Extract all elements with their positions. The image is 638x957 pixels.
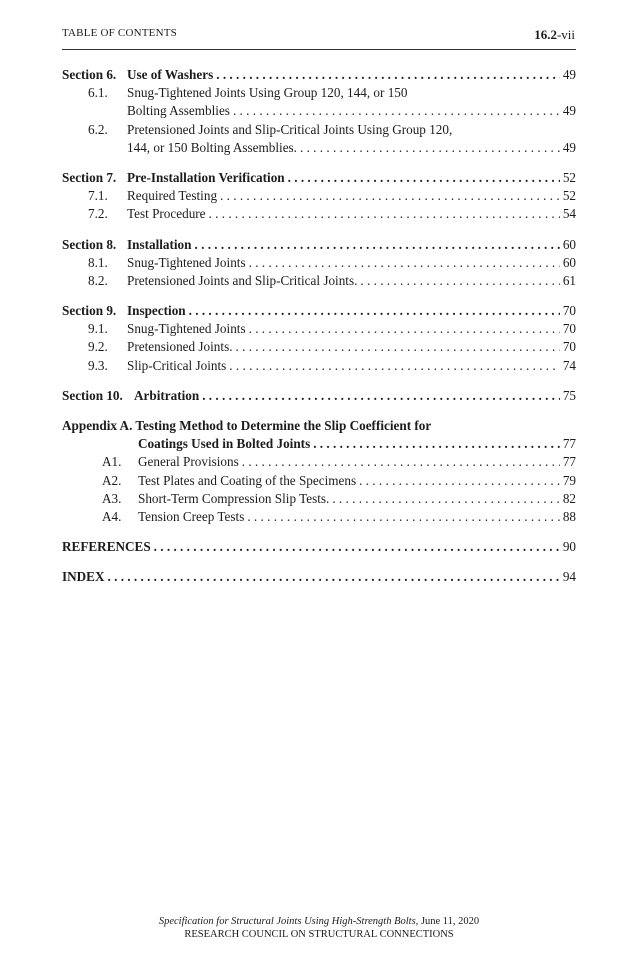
entry-title: General Provisions: [138, 454, 239, 470]
entry-title: Test Plates and Coating of the Specimens: [138, 472, 357, 488]
entry-page: 60: [562, 236, 576, 252]
toc-entry[interactable]: [62, 472, 576, 490]
toc-entry[interactable]: [62, 568, 576, 586]
entry-page: 70: [562, 303, 576, 319]
entry-title: Snug-Tightened Joints: [127, 321, 246, 337]
entry-title: Pretensioned Joints and Slip-Critical Joints.: [127, 272, 358, 288]
toc-entry[interactable]: [62, 302, 576, 320]
toc-entry[interactable]: [62, 357, 576, 375]
toc-entry[interactable]: [62, 338, 576, 356]
entry-title-cont: 144, or 150 Bolting Assemblies.: [127, 139, 297, 155]
toc-group-section-7: [62, 169, 576, 224]
toc-entry[interactable]: [62, 236, 576, 254]
entry-title: Pre-Installation Verification: [127, 169, 285, 185]
toc-entry-continued[interactable]: [62, 435, 576, 453]
toc-entry[interactable]: [62, 254, 576, 272]
entry-number: 6.1.: [88, 85, 108, 101]
toc-group-section-6: [62, 66, 576, 157]
entry-number: 9.1.: [88, 321, 108, 337]
toc-group-section-8: [62, 236, 576, 291]
entry-title: Arbitration: [134, 387, 200, 403]
entry-title: Inspection: [127, 303, 186, 319]
toc-group-section-10: [62, 387, 576, 405]
toc-entry[interactable]: [62, 538, 576, 556]
page-number: [534, 27, 575, 43]
entry-title: Pretensioned Joints and Slip-Critical Joints Using Group 120,: [127, 121, 453, 137]
entry-title: Short-Term Compression Slip Tests.: [138, 490, 330, 506]
toc-entry[interactable]: [62, 453, 576, 471]
entry-page: 90: [562, 539, 576, 555]
entry-number: Section 8.: [62, 236, 117, 252]
toc-entry[interactable]: [62, 187, 576, 205]
toc-entry[interactable]: [62, 66, 576, 84]
entry-page: 60: [562, 254, 576, 270]
entry-page: 54: [562, 206, 576, 222]
toc-entry[interactable]: [62, 272, 576, 290]
entry-number: A2.: [102, 472, 122, 488]
entry-title: Snug-Tightened Joints Using Group 120, 144, or 150: [127, 85, 408, 101]
entry-title: Use of Washers: [127, 67, 214, 82]
entry-number: Section 7.: [62, 169, 117, 185]
entry-title: Slip-Critical Joints: [127, 357, 227, 373]
entry-number: 6.2.: [88, 121, 108, 137]
entry-number: 9.2.: [88, 339, 108, 355]
entry-page: 88: [562, 508, 576, 524]
entry-number: 8.1.: [88, 254, 108, 270]
footer-document-title: Specification for Structural Joints Using High-Strength Bolts,: [158, 916, 419, 927]
entry-title: Snug-Tightened Joints: [127, 254, 246, 270]
entry-title: Test Procedure: [127, 206, 206, 222]
entry-title-cont: Coatings Used in Bolted Joints: [138, 436, 311, 452]
entry-number: A4.: [102, 508, 122, 524]
toc-entry[interactable]: [62, 387, 576, 405]
entry-page: 52: [562, 169, 576, 185]
entry-page: 74: [562, 357, 576, 373]
entry-title-cont: Bolting Assemblies: [127, 103, 230, 119]
entry-page: 70: [562, 339, 576, 355]
header-title: TABLE OF CONTENTS: [62, 27, 177, 39]
entry-title: INDEX: [62, 569, 105, 585]
entry-title: Pretensioned Joints.: [127, 339, 233, 355]
running-header: [62, 27, 575, 43]
toc-entry[interactable]: [62, 169, 576, 187]
entry-page: 49: [562, 139, 576, 155]
entry-page: 94: [562, 569, 576, 585]
page-number-part: 16.2: [534, 27, 557, 42]
toc-entry-continued[interactable]: [62, 102, 576, 120]
entry-title: Installation: [127, 236, 192, 252]
entry-title: Tension Creep Tests: [138, 508, 245, 524]
toc-group-section-9: [62, 302, 576, 375]
table-of-contents: [62, 66, 576, 599]
entry-number: Section 6.: [62, 67, 117, 82]
toc-entry[interactable]: [62, 320, 576, 338]
header-rule: [62, 49, 576, 50]
running-footer: [0, 915, 638, 941]
page-number-suffix: -vii: [556, 27, 575, 42]
entry-number: 9.3.: [88, 357, 108, 373]
entry-page: 49: [562, 67, 576, 82]
toc-entry[interactable]: [62, 508, 576, 526]
entry-page: 82: [562, 490, 576, 506]
entry-page: 52: [562, 188, 576, 204]
entry-page: 77: [562, 436, 576, 452]
entry-number: Section 10.: [62, 387, 123, 403]
entry-number: A3.: [102, 490, 122, 506]
entry-page: 77: [562, 454, 576, 470]
footer-line-2: RESEARCH COUNCIL ON STRUCTURAL CONNECTIONS: [184, 929, 454, 940]
toc-entry[interactable]: [62, 490, 576, 508]
entry-page: 79: [562, 472, 576, 488]
toc-entry-continued[interactable]: [62, 139, 576, 157]
toc-group-appendix-a: [62, 417, 576, 526]
footer-line-1: [0, 915, 638, 928]
entry-page: 75: [562, 387, 576, 403]
toc-entry[interactable]: [62, 121, 576, 139]
entry-number: Section 9.: [62, 303, 117, 319]
entry-number: 8.2.: [88, 272, 108, 288]
toc-group-index: [62, 568, 576, 586]
entry-page: 70: [562, 321, 576, 337]
entry-number: A1.: [102, 454, 122, 470]
toc-entry[interactable]: [62, 417, 576, 435]
entry-title: REFERENCES: [62, 539, 151, 555]
entry-number: 7.1.: [88, 188, 108, 204]
entry-title: Appendix A. Testing Method to Determine the Slip Coefficient for: [62, 418, 432, 433]
entry-page: 49: [562, 103, 576, 119]
footer-date: June 11, 2020: [418, 916, 480, 927]
toc-entry[interactable]: [62, 205, 576, 223]
toc-entry[interactable]: [62, 84, 576, 102]
toc-group-references: [62, 538, 576, 556]
entry-page: 61: [562, 272, 576, 288]
entry-title: Required Testing: [127, 188, 218, 204]
entry-number: 7.2.: [88, 206, 108, 222]
